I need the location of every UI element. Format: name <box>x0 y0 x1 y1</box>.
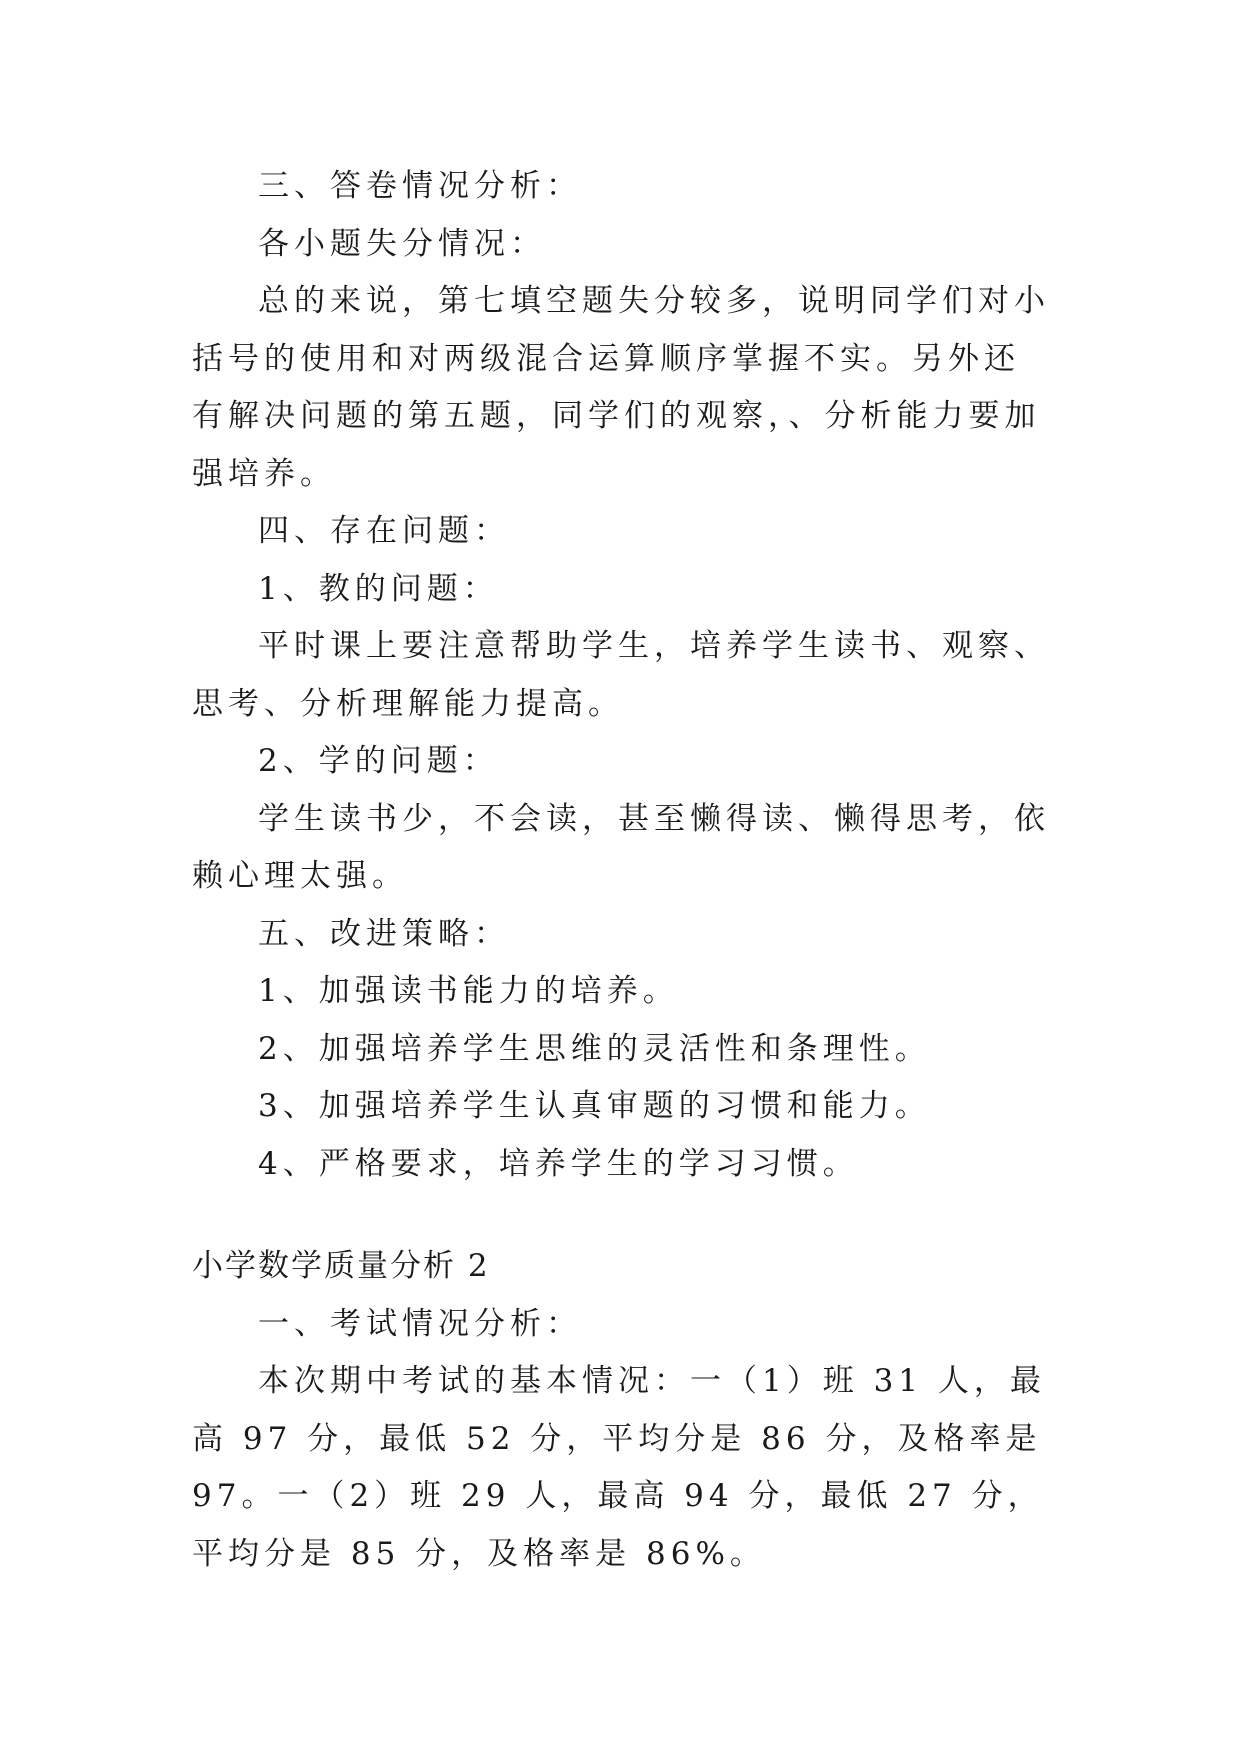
list-item: 2、加强培养学生思维的灵活性和条理性。 <box>258 1030 931 1067</box>
paragraph-teaching-problem: 平时课上要注意帮助学生，培养学生读书、观察、思考、分析理解能力提高。 <box>192 628 1050 722</box>
section-title: 小学数学质量分析 2 <box>192 1248 490 1284</box>
subheading-learning-problem: 2、学的问题： <box>258 743 499 779</box>
document-page <box>192 158 1052 1583</box>
paragraph-exam-basics: 本次期中考试的基本情况：一（1）班 31 人，最高 97 分，最低 52 分，平均分是 86 分，及格率是 97。一（2）班 29 人，最高 94 分，最低 27 分，平均分是 85 分，及格率是 86%。 <box>192 1363 1046 1572</box>
list-item: 3、加强培养学生认真审题的习惯和能力。 <box>258 1088 931 1124</box>
subheading-question-loss: 各小题失分情况： <box>258 225 546 262</box>
paragraph-loss-summary: 总的来说，第七填空题失分较多，说明同学们对小括号的使用和对两级混合运算顺序掌握不实。另外还有解决问题的第五题，同学们的观察，、分析能力要加强培养。 <box>192 283 1050 492</box>
heading-existing-problems: 四、存在问题： <box>258 513 510 549</box>
section-gap <box>192 1193 1052 1238</box>
heading-improvement-strategy: 五、改进策略： <box>258 915 510 952</box>
heading-exam-analysis: 一、考试情况分析： <box>258 1305 582 1342</box>
heading-answer-analysis: 三、答卷情况分析： <box>258 168 582 204</box>
paragraph-learning-problem: 学生读书少，不会读，甚至懒得读、懒得思考，依赖心理太强。 <box>192 800 1050 894</box>
list-item: 4、严格要求，培养学生的学习习惯。 <box>258 1145 859 1182</box>
subheading-teaching-problem: 1、教的问题： <box>258 570 499 607</box>
list-item: 1、加强读书能力的培养。 <box>258 973 679 1009</box>
